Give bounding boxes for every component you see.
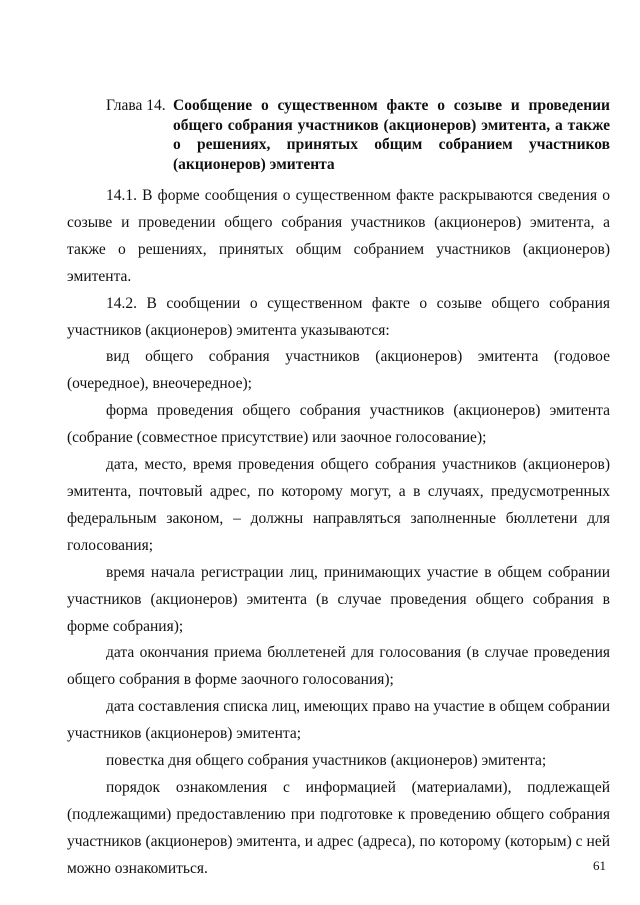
page-number: 61: [593, 858, 606, 873]
list-item-ballot-deadline: дата окончания приема бюллетеней для голосования (в случае проведения общего собрания в форме заочного голосования);: [67, 644, 610, 689]
list-item-materials-access: порядок ознакомления с информацией (материалами), подлежащей (подлежащими) предоставлению при подготовке к проведению общего собрания участников (акционеров) эмитента, и адрес (адреса), по которому (которым) с ней можно ознакомиться.: [67, 778, 610, 877]
paragraph-14-1: 14.1. В форме сообщения о существенном факте раскрываются сведения о созыве и проведении общего собрания участников (акционеров) эмитента, а также о решениях, принятых общим собранием участников (акционеров) эмитента.: [67, 187, 610, 285]
list-item-list-date: дата составления списка лиц, имеющих право на участие в общем собрании участников (акционеров) эмитента;: [67, 698, 610, 743]
list-item-meeting-type: вид общего собрания участников (акционеров) эмитента (годовое (очередное), внеочередное);: [67, 348, 610, 393]
list-item-agenda: повестка дня общего собрания участников (акционеров) эмитента;: [106, 752, 547, 770]
document-body: [67, 183, 610, 883]
list-item-meeting-form: форма проведения общего собрания участников (акционеров) эмитента (собрание (совместное присутствие) или заочное голосование);: [67, 402, 610, 447]
chapter-title: Сообщение о существенном факте о созыве и проведении общего собрания участников (акционеров) эмитента, а также о решениях, принятых общим собранием участников (акционеров) эмитента: [173, 97, 610, 173]
list-item-registration-time: время начала регистрации лиц, принимающих участие в общем собрании участников (акционеров) эмитента (в случае проведения общего собрания в форме собрания);: [67, 563, 610, 635]
chapter-heading: [106, 96, 610, 174]
paragraph-14-2: 14.2. В сообщении о существенном факте о созыве общего собрания участников (акционеров) эмитента указываются:: [67, 294, 610, 339]
chapter-label: Глава 14.: [106, 97, 166, 114]
list-item-date-place-time: дата, место, время проведения общего собрания участников (акционеров) эмитента, почтовый адрес, по которому могут, а в случаях, предусмотренных федеральным законом, – должны направляться заполненные бюллетени для голосования;: [67, 456, 610, 554]
